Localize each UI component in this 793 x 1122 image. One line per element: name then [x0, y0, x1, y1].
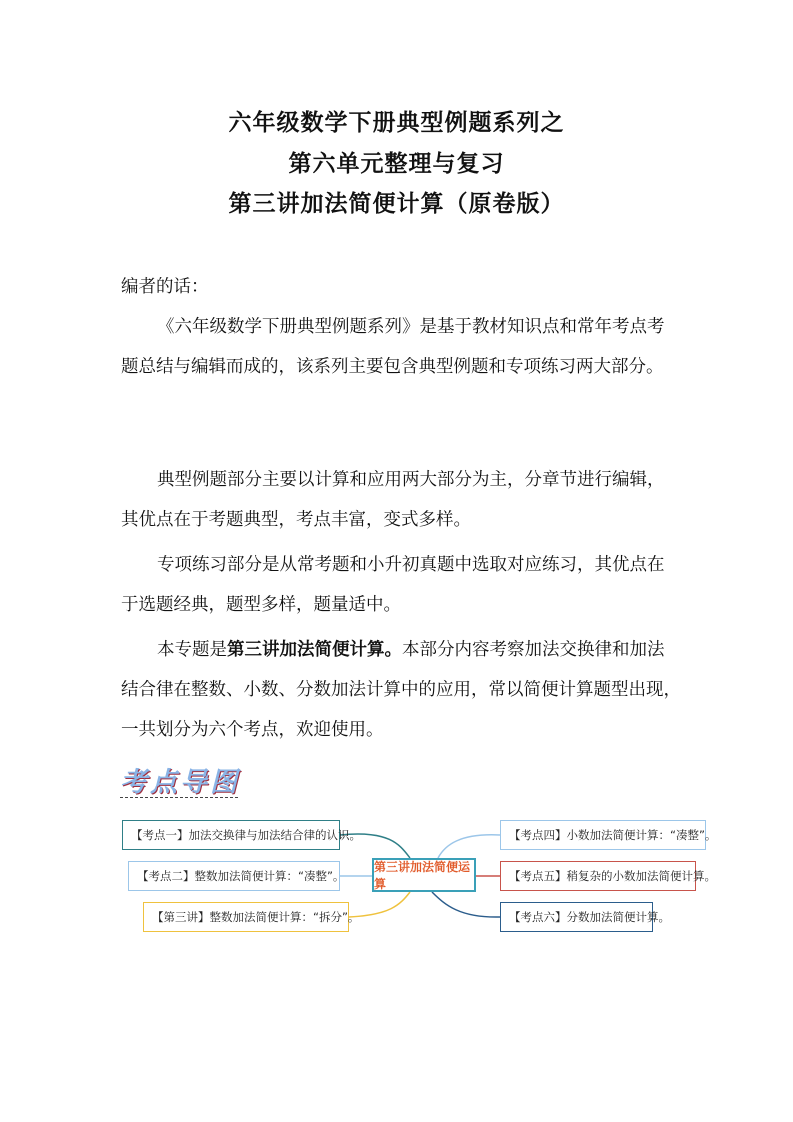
para4-topic-bold: 第三讲加法简便计算。: [227, 640, 402, 660]
mindmap-node-4: 【考点四】小数加法简便计算：“凑整”。: [500, 820, 706, 850]
para4-suffix: 本部分内容考察加法交换律和加法结合律在整数、小数、分数加法计算中的应用，常以简便计算题型出现，一共划分为六个考点，欢迎使用。: [121, 640, 681, 740]
mindmap-node-1: 【考点一】加法交换律与加法结合律的认识。: [122, 820, 340, 850]
para4-prefix: 本专题是: [157, 640, 227, 660]
mindmap-center-node: 第三讲加法简便运算: [372, 858, 476, 892]
editor-paragraph-2: 典型例题部分主要以计算和应用两大部分为主，分章节进行编辑，其优点在于考题典型，考点丰富，变式多样。: [121, 470, 665, 530]
mindmap-node-6: 【考点六】分数加法简便计算。: [500, 902, 653, 932]
mindmap-heading: 考点导图: [120, 767, 240, 798]
document-title-line2: 第六单元整理与复习: [288, 151, 505, 177]
document-title-line3: 第三讲加法简便计算（原卷版）: [228, 191, 565, 217]
mindmap-node-5: 【考点五】稍复杂的小数加法简便计算。: [500, 861, 696, 891]
editor-note-heading: 编者的话：: [121, 277, 209, 297]
mindmap-node-2: 【考点二】整数加法简便计算：“凑整”。: [128, 861, 340, 891]
mindmap-node-3: 【第三讲】整数加法简便计算：“拆分”。: [143, 902, 349, 932]
document-title-line1: 六年级数学下册典型例题系列之: [228, 110, 565, 136]
editor-paragraph-3: 专项练习部分是从常考题和小升初真题中选取对应练习，其优点在于选题经典，题型多样，题量适中。: [121, 555, 665, 615]
editor-paragraph-1: 《六年级数学下册典型例题系列》是基于教材知识点和常年考点考题总结与编辑而成的，该系列主要包含典型例题和专项练习两大部分。: [121, 317, 665, 377]
